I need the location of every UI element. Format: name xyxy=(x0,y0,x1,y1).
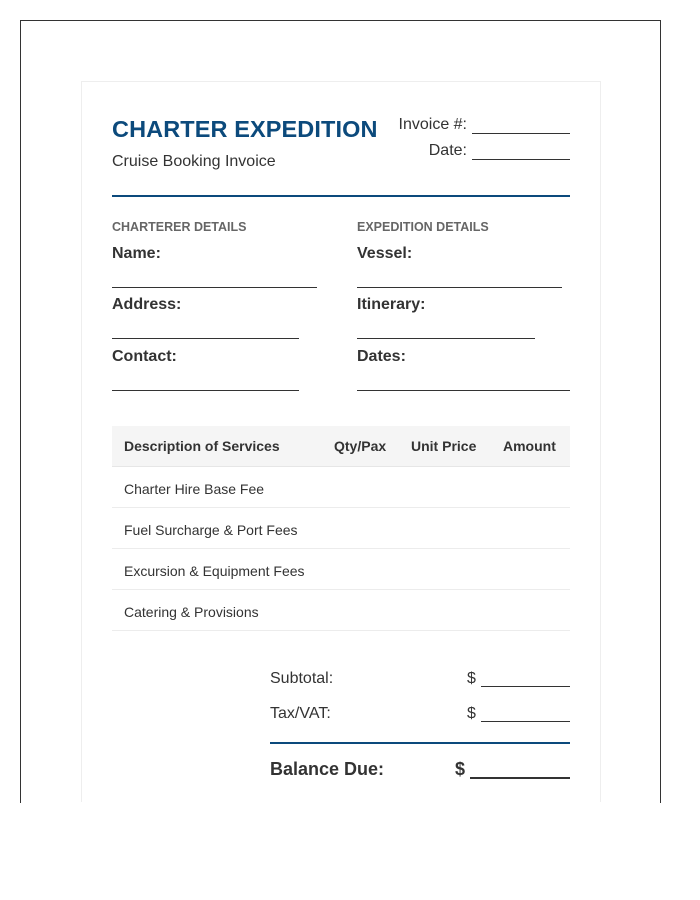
totals-divider xyxy=(270,742,570,744)
expedition-vessel-label: Vessel: xyxy=(357,245,413,262)
subtotal-currency: $ xyxy=(467,670,476,687)
charterer-contact-label: Contact: xyxy=(112,348,177,365)
invoice-title: CHARTER EXPEDITION xyxy=(112,116,378,142)
table-header-row xyxy=(112,426,570,467)
row-description: Catering & Provisions xyxy=(124,604,259,620)
column-header-amount: Amount xyxy=(503,438,556,454)
expedition-itinerary-blank[interactable] xyxy=(357,338,535,339)
subtotal-blank[interactable] xyxy=(481,686,570,687)
balance-due-label: Balance Due: xyxy=(270,759,385,779)
charterer-address-label: Address: xyxy=(112,296,182,313)
charterer-contact-blank[interactable] xyxy=(112,390,299,391)
subtotal-label: Subtotal: xyxy=(270,670,334,687)
column-header-qty: Qty/Pax xyxy=(334,438,387,454)
invoice-number-label: Invoice #: xyxy=(398,116,467,133)
invoice-date-blank[interactable] xyxy=(472,145,570,160)
balance-due-currency: $ xyxy=(455,759,466,779)
column-header-unit-price: Unit Price xyxy=(411,438,477,454)
expedition-itinerary-label: Itinerary: xyxy=(357,296,426,313)
row-description: Excursion & Equipment Fees xyxy=(124,563,305,579)
expedition-dates-label: Dates: xyxy=(357,348,406,365)
expedition-dates-blank[interactable] xyxy=(357,390,570,391)
table-row[interactable] xyxy=(112,508,570,549)
expedition-vessel-blank[interactable] xyxy=(357,287,562,288)
invoice-number-field xyxy=(399,116,570,134)
invoice-subtitle: Cruise Booking Invoice xyxy=(112,153,276,170)
balance-due-blank[interactable] xyxy=(470,777,570,779)
tax-blank[interactable] xyxy=(481,721,570,722)
charterer-name-blank[interactable] xyxy=(112,287,317,288)
charterer-name-label: Name: xyxy=(112,245,161,262)
expedition-details-heading: EXPEDITION DETAILS xyxy=(357,220,489,234)
column-header-description: Description of Services xyxy=(124,438,280,454)
row-description: Charter Hire Base Fee xyxy=(124,481,265,497)
table-row[interactable] xyxy=(112,590,570,631)
invoice-number-blank[interactable] xyxy=(472,119,570,134)
row-description: Fuel Surcharge & Port Fees xyxy=(124,522,298,538)
tax-currency: $ xyxy=(467,705,476,722)
tax-label: Tax/VAT: xyxy=(270,705,331,722)
services-table xyxy=(112,426,570,631)
charterer-details-heading: CHARTERER DETAILS xyxy=(112,220,247,234)
table-row[interactable] xyxy=(112,467,570,508)
charterer-address-blank[interactable] xyxy=(112,338,299,339)
header-divider xyxy=(112,195,570,197)
invoice-date-field xyxy=(429,142,570,160)
invoice-date-label: Date: xyxy=(428,142,467,159)
table-row[interactable] xyxy=(112,549,570,590)
